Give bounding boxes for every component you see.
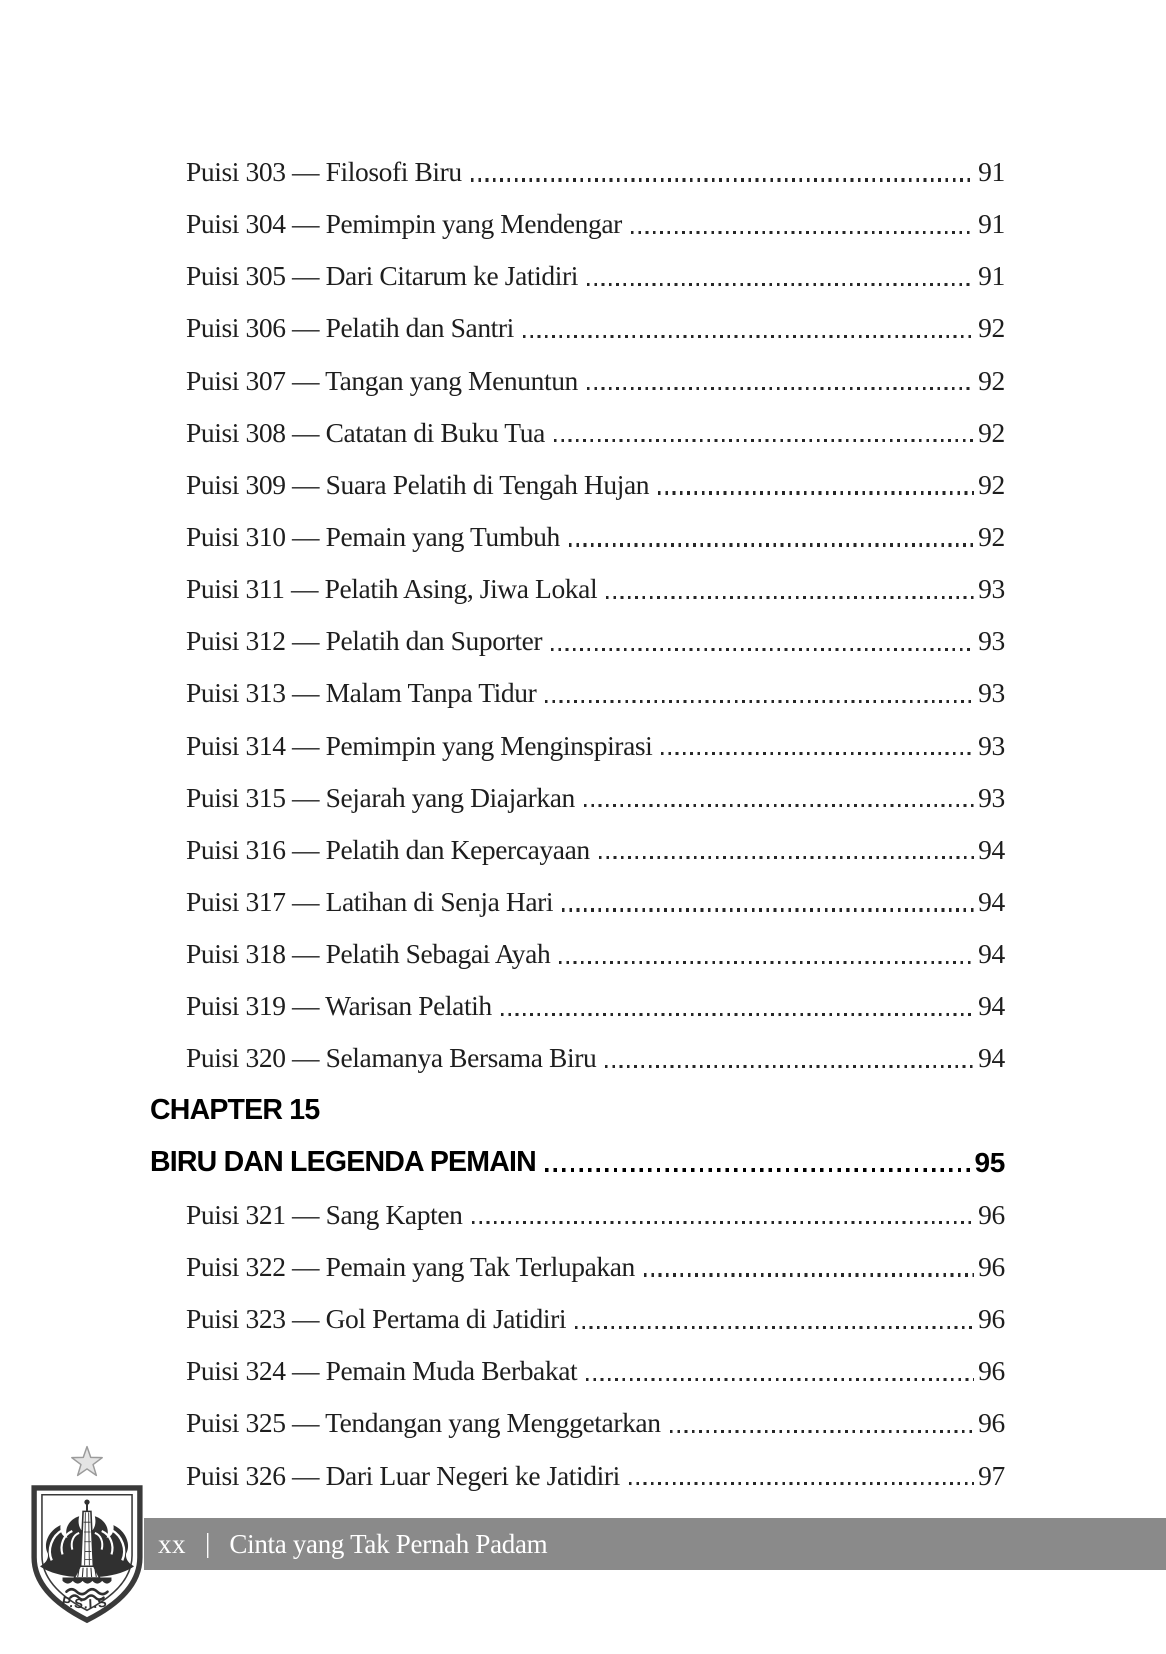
star-icon — [70, 1445, 104, 1478]
toc-entry-label: Puisi 317 — Latihan di Senja Hari — [186, 886, 554, 918]
toc-entry — [150, 355, 1005, 407]
toc-entry-page: 96 — [978, 1251, 1005, 1283]
toc-entry — [150, 1397, 1005, 1449]
footer-separator: | — [205, 1527, 211, 1558]
toc-entry — [150, 615, 1005, 667]
toc-entry — [150, 511, 1005, 563]
toc-entry — [150, 1293, 1005, 1345]
toc-entry-label: Puisi 309 — Suara Pelatih di Tengah Hujan — [186, 468, 650, 500]
toc-entry-page: 96 — [978, 1198, 1005, 1230]
dot-leader — [670, 1430, 975, 1433]
chapter-title-row — [150, 1137, 1005, 1189]
toc-entry-page: 92 — [978, 521, 1005, 553]
toc-entry-label: Puisi 315 — Sejarah yang Diajarkan — [186, 781, 575, 813]
toc-entry-label: Puisi 324 — Pemain Muda Berbakat — [186, 1355, 578, 1387]
toc-entry-page: 94 — [978, 833, 1005, 865]
toc-entry-label: Puisi 322 — Pemain yang Tak Terlupakan — [186, 1251, 635, 1283]
toc-entry — [150, 980, 1005, 1032]
toc-entry-page: 94 — [978, 938, 1005, 970]
toc-entry — [150, 459, 1005, 511]
toc-entry-page: 93 — [978, 781, 1005, 813]
dot-leader — [551, 648, 974, 651]
dot-leader — [631, 231, 974, 234]
dot-leader — [575, 1326, 974, 1329]
toc-entry-page: 92 — [978, 364, 1005, 396]
toc-entry-label: Puisi 323 — Gol Pertama di Jatidiri — [186, 1303, 567, 1335]
toc-entry-page: 91 — [978, 156, 1005, 188]
toc-entry — [150, 1345, 1005, 1397]
toc-entry-page: 94 — [978, 886, 1005, 918]
toc-entry-page: 94 — [978, 1042, 1005, 1074]
toc-entry — [150, 667, 1005, 719]
dot-leader — [584, 804, 974, 807]
dot-leader — [599, 856, 974, 859]
toc-entry — [150, 1241, 1005, 1293]
dot-leader — [587, 387, 974, 390]
toc-entry-label: Puisi 314 — Pemimpin yang Menginspirasi — [186, 729, 653, 761]
toc-entry-page: 92 — [978, 416, 1005, 448]
dot-leader — [554, 439, 974, 442]
toc-entry — [150, 824, 1005, 876]
footer-page-number: xx — [158, 1528, 186, 1559]
toc-entry-label: Puisi 305 — Dari Citarum ke Jatidiri — [186, 260, 578, 292]
toc-entry-label: Puisi 308 — Catatan di Buku Tua — [186, 416, 545, 448]
chapter-heading — [150, 1085, 1005, 1137]
toc-entry — [150, 928, 1005, 980]
toc-entry-page: 97 — [978, 1459, 1005, 1491]
dot-leader — [606, 596, 974, 599]
toc-entry-label: Puisi 326 — Dari Luar Negeri ke Jatidiri — [186, 1459, 620, 1491]
dot-leader — [586, 1378, 974, 1381]
toc-entry — [150, 1189, 1005, 1241]
toc-entry-page: 96 — [978, 1355, 1005, 1387]
dot-leader — [605, 1065, 974, 1068]
toc-entry-label: Puisi 318 — Pelatih Sebagai Ayah — [186, 938, 551, 970]
toc-entry — [150, 302, 1005, 354]
toc-entry — [150, 146, 1005, 198]
chapter-label: CHAPTER 15 — [150, 1094, 320, 1127]
dot-leader — [545, 700, 974, 703]
dot-leader — [587, 283, 974, 286]
toc-entry-page: 91 — [978, 260, 1005, 292]
toc-entry — [150, 1450, 1005, 1502]
toc-entry-page: 93 — [978, 677, 1005, 709]
chapter-title: BIRU DAN LEGENDA PEMAIN — [150, 1146, 536, 1179]
toc-entry — [150, 407, 1005, 459]
toc-entry-page: 92 — [978, 312, 1005, 344]
toc-entry-page: 92 — [978, 468, 1005, 500]
toc-entry-page: 93 — [978, 573, 1005, 605]
dot-leader — [545, 1168, 971, 1172]
toc-entry-label: Puisi 304 — Pemimpin yang Mendengar — [186, 208, 622, 240]
toc-entry — [150, 720, 1005, 772]
toc-entry — [150, 198, 1005, 250]
toc-entry-page: 96 — [978, 1407, 1005, 1439]
table-of-contents — [150, 146, 1005, 1502]
dot-leader — [644, 1273, 974, 1276]
toc-entry-label: Puisi 319 — Warisan Pelatih — [186, 990, 492, 1022]
toc-entry-label: Puisi 310 — Pemain yang Tumbuh — [186, 521, 560, 553]
toc-entry-page: 94 — [978, 990, 1005, 1022]
toc-entry-page: 93 — [978, 729, 1005, 761]
toc-entry-page: 93 — [978, 625, 1005, 657]
dot-leader — [569, 543, 974, 546]
toc-entry-label: Puisi 313 — Malam Tanpa Tidur — [186, 677, 537, 709]
dot-leader — [629, 1482, 974, 1485]
toc-entry — [150, 772, 1005, 824]
toc-entry-page: 96 — [978, 1303, 1005, 1335]
toc-entry-page: 91 — [978, 208, 1005, 240]
toc-entry-label: Puisi 316 — Pelatih dan Kepercayaan — [186, 833, 590, 865]
toc-entry-label: Puisi 312 — Pelatih dan Suporter — [186, 625, 543, 657]
toc-entry — [150, 1032, 1005, 1084]
dot-leader — [472, 1221, 975, 1224]
chapter-page: 95 — [974, 1146, 1005, 1178]
footer-book-title: Cinta yang Tak Pernah Padam — [229, 1528, 548, 1559]
crest-club-name: P.S.I.S. — [60, 1593, 114, 1612]
dot-leader — [501, 1013, 974, 1016]
dot-leader — [523, 335, 974, 338]
dot-leader — [559, 961, 974, 964]
psis-club-crest — [28, 1483, 146, 1625]
toc-entry-label: Puisi 303 — Filosofi Biru — [186, 156, 462, 188]
dot-leader — [471, 178, 974, 181]
toc-entry-label: Puisi 306 — Pelatih dan Santri — [186, 312, 514, 344]
dot-leader — [661, 752, 974, 755]
dot-leader — [562, 908, 974, 911]
toc-entry — [150, 250, 1005, 302]
toc-entry-label: Puisi 321 — Sang Kapten — [186, 1198, 463, 1230]
toc-entry-label: Puisi 325 — Tendangan yang Menggetarkan — [186, 1407, 661, 1439]
toc-entry-label: Puisi 311 — Pelatih Asing, Jiwa Lokal — [186, 573, 598, 605]
dot-leader — [658, 491, 974, 494]
toc-entry-label: Puisi 320 — Selamanya Bersama Biru — [186, 1042, 597, 1074]
toc-entry — [150, 876, 1005, 928]
footer-bar — [144, 1518, 1166, 1570]
toc-entry-label: Puisi 307 — Tangan yang Menuntun — [186, 364, 578, 396]
toc-entry — [150, 563, 1005, 615]
